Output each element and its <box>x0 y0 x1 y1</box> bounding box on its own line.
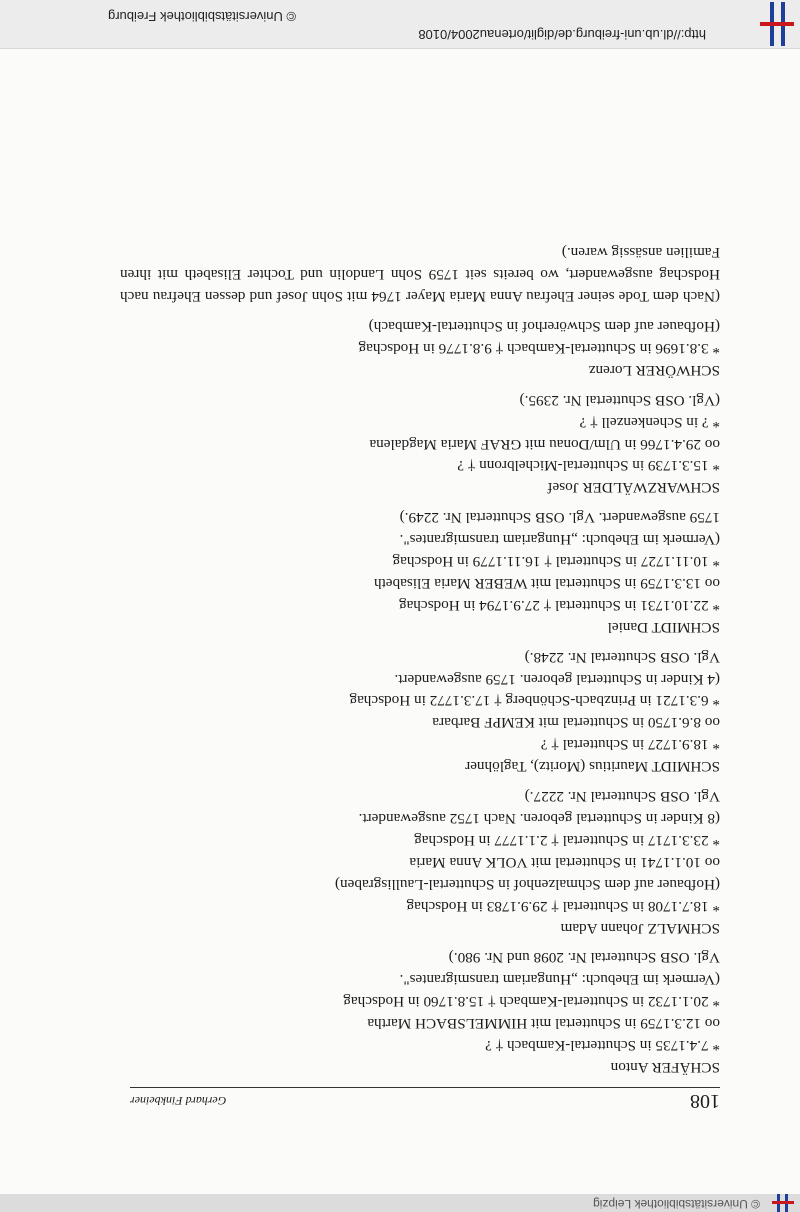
entry-line: * 7.4.1735 in Schuttertal-Kambach † ? <box>485 1037 720 1055</box>
entry-line: Vgl. OSB Schuttertal Nr. 2098 und Nr. 980.) <box>448 949 720 967</box>
entry <box>120 241 720 380</box>
entry-name: SCHWARZWÄLDER Josef <box>547 479 720 497</box>
entry-line: (Vermerk im Ehebuch: „Hungariam transmigrantes". <box>399 531 720 549</box>
entry-line: oo 10.1.1741 in Schuttertal mit VOLK Anna Maria <box>409 853 720 871</box>
entry-line: (8 Kinder in Schuttertal geboren. Nach 1752 ausgewandert. <box>358 810 720 828</box>
entry <box>120 947 720 1078</box>
library-logo-icon <box>754 2 794 46</box>
scanned-page <box>0 48 800 1194</box>
entry-line: Vgl. OSB Schuttertal Nr. 2227.) <box>524 788 720 806</box>
entry-name: SCHWÖRER Lorenz <box>588 361 720 379</box>
entry-name: SCHÄFER Anton <box>610 1059 720 1076</box>
previous-page-strip <box>0 1194 800 1212</box>
entry-line: (Hofbauer auf dem Schwörerhof in Schuttertal-Kambach) <box>368 318 720 335</box>
entry-line: * 15.3.1739 in Schuttertal-Michelbronn † ? <box>457 457 720 475</box>
entry-line: (4 Kinder in Schuttertal geboren. 1759 ausgewandert. <box>394 670 720 688</box>
entry-line: * 3.8.1696 in Schuttertal-Kambach † 9.8.1776 in Hodschag <box>358 339 720 357</box>
page-number: 108 <box>690 1090 720 1112</box>
entry-line: * 18.7.1708 in Schuttertal † 29.9.1783 in Hodschag <box>406 897 720 915</box>
library-logo-icon <box>764 1194 794 1212</box>
entry-line: oo 13.3.1759 in Schuttertal mit WEBER Maria Elisabeth <box>373 574 720 592</box>
entry-line: * 20.1.1732 in Schuttertal-Kambach † 15.8.1760 in Hodschag <box>343 993 720 1011</box>
running-head-author: Gerhard Finkbeiner <box>130 1094 227 1108</box>
entry-line: * 18.9.1727 in Schuttertal † ? <box>540 736 720 754</box>
entry-line: * 10.11.1727 in Schuttertal † 16.11.1779 in Hodschag <box>392 553 720 571</box>
entry-line: * ? in Schenkenzell † ? <box>579 413 720 431</box>
entry-paragraph: (Nach dem Tode seiner Ehefrau Anna Maria Mayer 1764 mit Sohn Josef und dessen Ehefrau nach Hodschag ausgewandert, wo bereits seit 1759 Sohn Landolin und Tochter Elisabeth mit ihren Familien ansässig waren.) <box>120 244 720 306</box>
entry-line: (Vgl. OSB Schuttertal Nr. 2395.) <box>519 391 720 409</box>
entry-line: * 6.3.1721 in Prinzbach-Schönberg † 17.3.1772 in Hodschag <box>349 692 720 710</box>
header-rule <box>130 1087 720 1088</box>
entry-name: SCHMIDT Mauritius (Moritz), Taglöhner <box>465 758 720 776</box>
entry <box>120 389 720 499</box>
entry <box>120 506 720 637</box>
entry-line: 1759 ausgewandert. Vgl. OSB Schuttertal Nr. 2249.) <box>399 509 720 527</box>
entry-line: (Hofbauer auf dem Schmalzenhof in Schuttertal-Laullisgraben) <box>334 875 720 893</box>
footer-copyright: © Universitätsbibliothek Freiburg <box>108 9 297 24</box>
entry-line: oo 12.3.1759 in Schuttertal mit HIMMELSBACH Martha <box>367 1015 720 1033</box>
genealogy-entries <box>120 233 720 1078</box>
entry-line: (Vermerk im Ehebuch: „Hungariam transmigrantes". <box>399 971 720 989</box>
entry <box>120 785 720 938</box>
entry-line: oo 29.4.1766 in Ulm/Donau mit GRAF Maria Magdalena <box>369 435 720 453</box>
permalink-url[interactable]: http://dl.ub.uni-freiburg.de/diglit/ortenau2004/0108 <box>418 27 706 42</box>
entry-line: Vgl. OSB Schuttertal Nr. 2248.) <box>524 648 720 666</box>
entry-line: oo 8.6.1750 in Schuttertal mit KEMPF Barbara <box>432 714 720 732</box>
entry-line: * 23.3.1717 in Schuttertal † 2.1.1777 in Hodschag <box>414 831 720 849</box>
strip-copyright: © Universitätsbibliothek Leipzig <box>593 1197 760 1211</box>
entry-name: SCHMIDT Daniel <box>607 618 720 636</box>
viewer-footer <box>0 0 800 49</box>
entry <box>120 646 720 777</box>
entry-name: SCHMALZ Johann Adam <box>560 919 720 937</box>
entry-line: * 22.10.1731 in Schuttertal † 27.9.1794 in Hodschag <box>398 596 720 614</box>
